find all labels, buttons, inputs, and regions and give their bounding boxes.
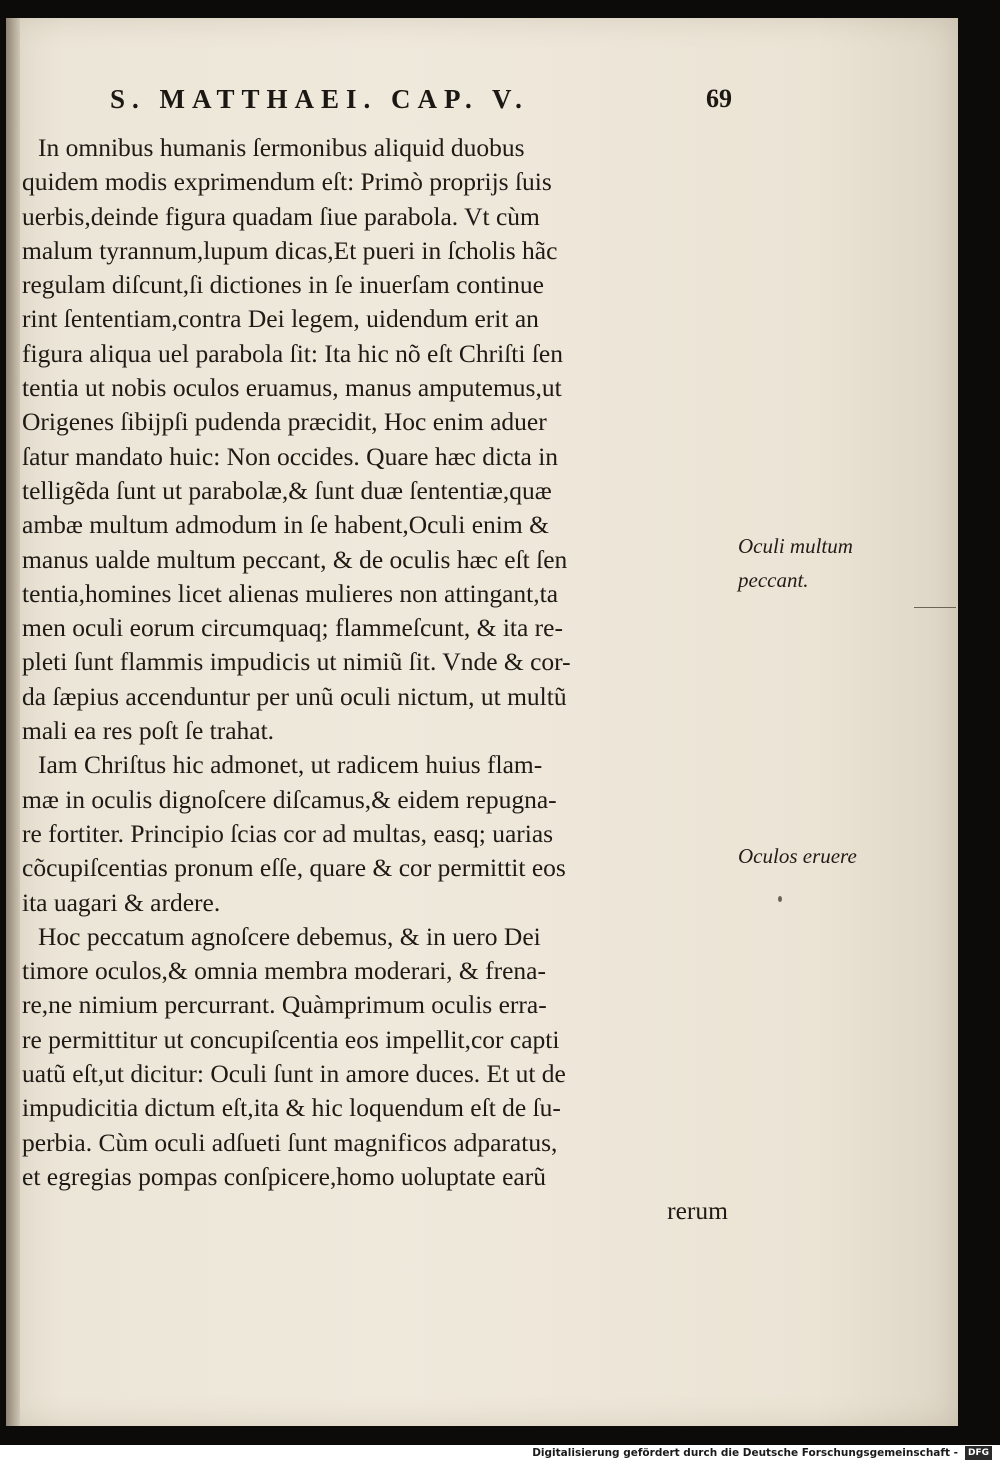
text-line: impudicitia dictum eſt,ita & hic loquendum eſt de ſu- [22, 1093, 561, 1123]
text-line: cõcupiſcentias pronum eſſe, quare & cor permittit eos [22, 853, 566, 883]
text-line: re fortiter. Principio ſcias cor ad multas, easq; uarias [22, 818, 554, 848]
text-line: mæ in oculis dignoſcere diſcamus,& eidem repugna- [22, 784, 557, 814]
text-line: In omnibus humanis ſermonibus aliquid duobus [38, 133, 525, 162]
text-line: re,ne nimium percurrant. Quàmprimum oculis erra- [22, 990, 547, 1020]
marginal-note: peccant. [738, 568, 809, 592]
text-line: figura aliqua uel parabola ſit: Ita hic nõ eſt Chriſti ſen [22, 338, 563, 368]
text-line: uatũ eſt,ut dicitur: Oculi ſunt in amore duces. Et ut de [22, 1059, 566, 1089]
text-line: da ſæpius accenduntur per unũ oculi nictum, ut multũ [22, 681, 567, 711]
marginal-note: Oculos eruere [738, 844, 857, 868]
page-gutter [6, 18, 20, 1426]
catchword: rerum [667, 1196, 728, 1226]
book-page [6, 18, 958, 1426]
text-line: Origenes ſibijpſi pudenda præcidit, Hoc enim aduer [22, 407, 547, 437]
text-line: timore oculos,& omnia membra moderari, & frena- [22, 956, 546, 986]
body-text [22, 131, 738, 1229]
text-line: mali ea res poſt ſe trahat. [22, 716, 275, 746]
text-line: regulam diſcunt,ſi dictiones in ſe inuerſam continue [22, 270, 544, 300]
text-line: uerbis,deinde figura quadam ſiue parabola. Vt cùm [22, 201, 540, 231]
text-line: et egregias pompas conſpicere,homo uoluptate earũ [22, 1161, 546, 1191]
text-line: perbia. Cùm oculi adſueti ſunt magnificos adparatus, [22, 1127, 558, 1157]
text-line: malum tyrannum,lupum dicas,Et pueri in ſcholis hãc [22, 235, 558, 265]
text-line: ambæ multum admodum in ſe habent,Oculi enim & [22, 510, 549, 540]
text-line: rint ſententiam,contra Dei legem, uidendum erit an [22, 304, 539, 334]
text-line: manus ualde multum peccant, & de oculis hæc eſt ſen [22, 544, 568, 574]
text-line: pleti ſunt flammis impudicis ut nimiũ ſit. Vnde & cor- [22, 647, 571, 677]
margin-rule [914, 607, 956, 608]
text-line: ita uagari & ardere. [22, 887, 221, 917]
text-line: men oculi eorum circumquaq; flammeſcunt, & ita re- [22, 613, 563, 643]
text-line: Hoc peccatum agnoſcere debemus, & in uero Dei [38, 921, 541, 951]
text-line: tentia,homines licet alienas mulieres non attingant,ta [22, 578, 559, 608]
text-line: re permittitur ut concupiſcentia eos impellit,cor capti [22, 1024, 560, 1054]
text-line: telligẽda ſunt ut parabolæ,& ſunt duæ ſententiæ,quæ [22, 475, 552, 505]
marginal-note: Oculi multum [738, 534, 853, 558]
ink-speck [778, 896, 782, 902]
text-line: Iam Chriſtus hic admonet, ut radicem huius flam- [38, 750, 543, 780]
text-line: ſatur mandato huic: Non occides. Quare hæc dicta in [22, 441, 559, 471]
text-line: quidem modis exprimendum eſt: Primò proprijs ſuis [22, 167, 552, 197]
running-title: S. MATTHAEI. CAP. V. [110, 84, 529, 114]
text-line: tentia ut nobis oculos eruamus, manus amputemus,ut [22, 373, 562, 403]
funding-credit: Digitalisierung gefördert durch die Deutsche Forschungsgemeinschaft - [532, 1447, 958, 1459]
dfg-logo: DFG [965, 1446, 992, 1460]
folio-number: 69 [706, 84, 732, 113]
